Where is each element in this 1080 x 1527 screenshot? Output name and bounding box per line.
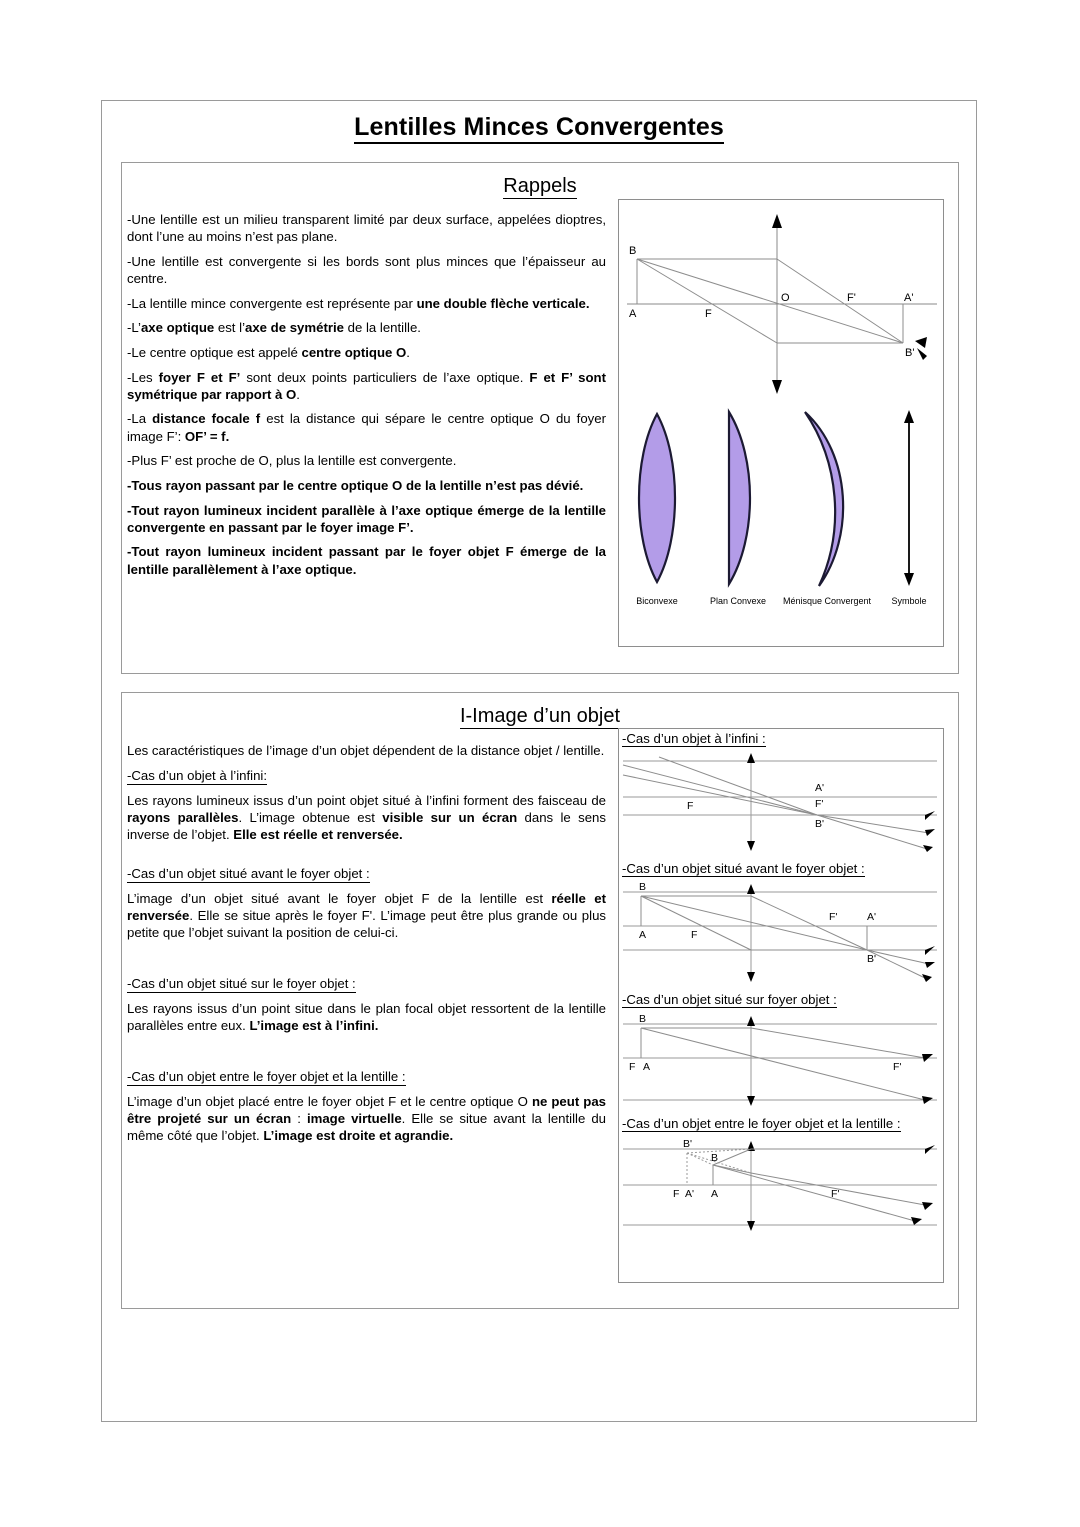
label-infini-Aprime: A' — [815, 781, 825, 794]
lens-arrow-up — [772, 214, 782, 228]
rappels-para-1 — [127, 211, 606, 245]
rappels-para-2-text: -Une lentille est convergente si les bords sont plus minces que l’épaisseur au centre. — [127, 253, 606, 286]
image-figure-box — [618, 728, 944, 1283]
label-entre-Bprime: B' — [683, 1138, 693, 1150]
image-columns — [122, 728, 958, 1283]
rappels-para-8 — [127, 452, 606, 469]
label-entre-A: A — [711, 1188, 719, 1200]
rappels-para-9-text: -Tous rayon passant par le centre optique O de la lentille n’est pas dévié. — [127, 477, 584, 493]
lens-arrow-down-avant — [747, 972, 755, 982]
rappels-para-9 — [127, 477, 606, 494]
ray-arrowhead-2 — [917, 348, 927, 360]
page-frame — [101, 100, 977, 1422]
image-text-column — [122, 728, 618, 1152]
rappels-columns — [122, 198, 958, 647]
lens-arrow-up-infini — [747, 753, 755, 763]
lens-arrow-up-sur — [747, 1016, 755, 1026]
label-O: O — [781, 292, 790, 304]
rappels-para-10 — [127, 502, 606, 536]
rappels-para-8-text: -Plus F’ est proche de O, plus la lentille est convergente. — [127, 453, 457, 469]
label-Aprime: A' — [904, 292, 914, 304]
ray-diagram-avant-foyer — [619, 878, 941, 990]
rappels-para-7: -La distance focale f est la distance qui sépare le centre optique O du foyer image F’: OF’ = f. — [127, 411, 606, 444]
label-entre-B: B — [711, 1152, 719, 1164]
ray-diagram-entre — [619, 1133, 941, 1241]
rappels-text-column — [122, 198, 618, 585]
fig-label-infini — [622, 731, 943, 748]
section-image-objet — [121, 692, 959, 1309]
fig-label-sur-foyer-text: -Cas d’un objet situé sur foyer objet : — [622, 992, 837, 1007]
lens-caption-symbol: Symbole — [891, 596, 927, 606]
arrowhead-avant-3 — [922, 974, 932, 982]
fig-label-infini-text: -Cas d’un objet à l’infini : — [622, 731, 766, 746]
rappels-para-10-text: -Tout rayon lumineux incident parallèle à l’axe optique émerge de la lentille convergente en passant par le foyer image F’. — [127, 502, 606, 535]
lens-arrow-down-entre — [747, 1221, 755, 1231]
case-body-entre: L’image d’un objet placé entre le foyer objet F et le centre optique O ne peut pas être projeté sur un écran : image virtuelle. Elle se situe avant la lentille du même côté que l’objet. L’image est droite et agrandie. — [127, 1094, 607, 1144]
rappels-para-3 — [127, 295, 606, 312]
label-avant-Aprime: A' — [867, 911, 877, 923]
case-heading-infini — [127, 767, 606, 784]
lens-arrow-up-avant — [747, 884, 755, 894]
label-sur-Fprime: F' — [893, 1060, 902, 1073]
label-sur-F: F — [629, 1060, 636, 1073]
lens-planconvex-shape — [729, 412, 750, 584]
arrowhead-entre-3 — [911, 1217, 922, 1225]
label-entre-Fprime: F' — [831, 1188, 840, 1200]
section-rappels-title-text: Rappels — [503, 175, 577, 197]
section-rappels — [121, 162, 959, 674]
rappels-para-3-text: -La lentille mince convergente est représente par — [127, 295, 417, 311]
rappels-para-4: -L’axe optique est l’axe de symétrie de la lentille. — [127, 320, 421, 336]
label-avant-Bprime: B' — [867, 953, 877, 965]
lens-arrow-down-infini — [747, 841, 755, 851]
label-F: F — [705, 308, 712, 320]
arrowhead-infini-2 — [925, 829, 935, 836]
label-avant-A: A — [639, 929, 647, 941]
ray-diagram-rappels — [619, 200, 943, 396]
lens-arrow-down — [772, 380, 782, 394]
fig-label-avant-foyer-text: -Cas d’un objet situé avant le foyer objet : — [622, 860, 865, 876]
spacer-2 — [127, 949, 606, 975]
ray-arrowhead-1 — [915, 337, 927, 348]
label-A: A — [629, 308, 637, 320]
fig-label-avant-foyer — [622, 861, 943, 878]
case-heading-avant-foyer — [127, 865, 606, 882]
rappels-figure-box — [618, 199, 944, 647]
rappels-figure-column — [618, 198, 944, 647]
lens-biconvex-shape — [639, 414, 675, 582]
label-infini-Bprime: B' — [815, 817, 825, 830]
section-image-title-text: I-Image d’un objet — [459, 705, 621, 727]
label-entre-F: F — [673, 1188, 680, 1200]
label-Bprime: B' — [905, 347, 915, 359]
lens-caption-biconvex: Biconvexe — [636, 596, 678, 606]
image-intro — [127, 742, 606, 759]
label-infini-F: F — [687, 799, 694, 812]
lens-symbol-arrow-up — [904, 410, 914, 423]
label-avant-B: B — [639, 881, 647, 893]
lens-shapes-diagram — [619, 396, 943, 614]
section-image-title — [122, 705, 958, 728]
lens-meniscus-shape — [805, 412, 843, 586]
image-intro-text: Les caractéristiques de l’image d’un objet dépendent de la distance objet / lentille. — [127, 743, 605, 758]
lens-caption-meniscus: Ménisque Convergent — [782, 596, 872, 606]
label-Fprime: F' — [847, 292, 856, 304]
spacer-1 — [127, 851, 606, 865]
image-figure-column — [618, 728, 944, 1283]
page-title-text: Lentilles Minces Convergentes — [354, 113, 724, 144]
arrowhead-avant-2 — [925, 962, 935, 968]
fig-label-entre — [622, 1116, 940, 1133]
lens-caption-planconvex: Plan Convexe — [709, 596, 767, 606]
page-title — [102, 113, 976, 142]
section-rappels-title — [122, 175, 958, 198]
rappels-para-11-text: -Tout rayon lumineux incident passant par le foyer objet F émerge de la lentille parallèlement à l’axe optique. — [127, 544, 606, 577]
lens-symbol-arrow-down — [904, 573, 914, 586]
rappels-para-6: -Les foyer F et F’ sont deux points particuliers de l’axe optique. F et F’ sont symétrique par rapport à O. — [127, 369, 606, 402]
label-B: B — [629, 245, 637, 257]
case-body-sur-foyer: Les rayons issus d’un point situe dans le plan focal objet ressortent de la lentille parallèles entre eux. L’image est à l’infini. — [127, 1001, 606, 1034]
case-heading-entre-text: -Cas d’un objet entre le foyer objet et la lentille : — [127, 1068, 406, 1084]
case-body-infini: Les rayons lumineux issus d’un point objet situé à l’infini forment des faisceau de rayons parallèles. L’image obtenue est visible sur un écran dans le sens inverse de l’objet. Elle est réelle et renversée. — [127, 792, 606, 843]
fig-label-entre-text: -Cas d’un objet entre le foyer objet et la lentille : — [622, 1115, 901, 1131]
ray-diagram-infini — [619, 749, 941, 859]
rappels-para-1-text: -Une lentille est un milieu transparent limité par deux surface, appelées dioptres, dont l’une au moins n’est pas plane. — [127, 212, 606, 245]
case-heading-avant-foyer-text: -Cas d’un objet situé avant le foyer objet : — [127, 865, 370, 881]
case-body-avant-foyer: L’image d’un objet situé avant le foyer objet F de la lentille est réelle et renversée. Elle se situe après le foyer F'. L’image peut être plus grande ou plus petite que l’objet suivant la position de celui-ci. — [127, 890, 607, 941]
arrowhead-entre-2 — [922, 1202, 933, 1210]
label-avant-F: F — [691, 929, 698, 941]
case-heading-sur-foyer — [127, 975, 606, 992]
spacer-3 — [127, 1042, 606, 1068]
label-sur-A: A — [643, 1060, 651, 1073]
ray-diagram-sur-foyer — [619, 1010, 941, 1114]
lens-arrow-down-sur — [747, 1096, 755, 1106]
label-infini-Fprime: F' — [815, 797, 824, 810]
label-avant-Fprime: F' — [829, 911, 838, 923]
rappels-para-11 — [127, 543, 606, 577]
rappels-para-5: -Le centre optique est appelé centre optique O. — [127, 344, 410, 360]
case-heading-infini-text: -Cas d’un objet à l’infini: — [127, 767, 268, 783]
rappels-para-2 — [127, 253, 606, 287]
fig-label-sur-foyer — [622, 992, 943, 1009]
label-sur-B: B — [639, 1012, 647, 1025]
case-heading-sur-foyer-text: -Cas d’un objet situé sur le foyer objet : — [127, 975, 356, 991]
label-entre-Aprime: A' — [685, 1188, 695, 1200]
rappels-para-3-bold: une double flèche verticale. — [416, 295, 590, 311]
case-heading-entre — [127, 1068, 606, 1085]
